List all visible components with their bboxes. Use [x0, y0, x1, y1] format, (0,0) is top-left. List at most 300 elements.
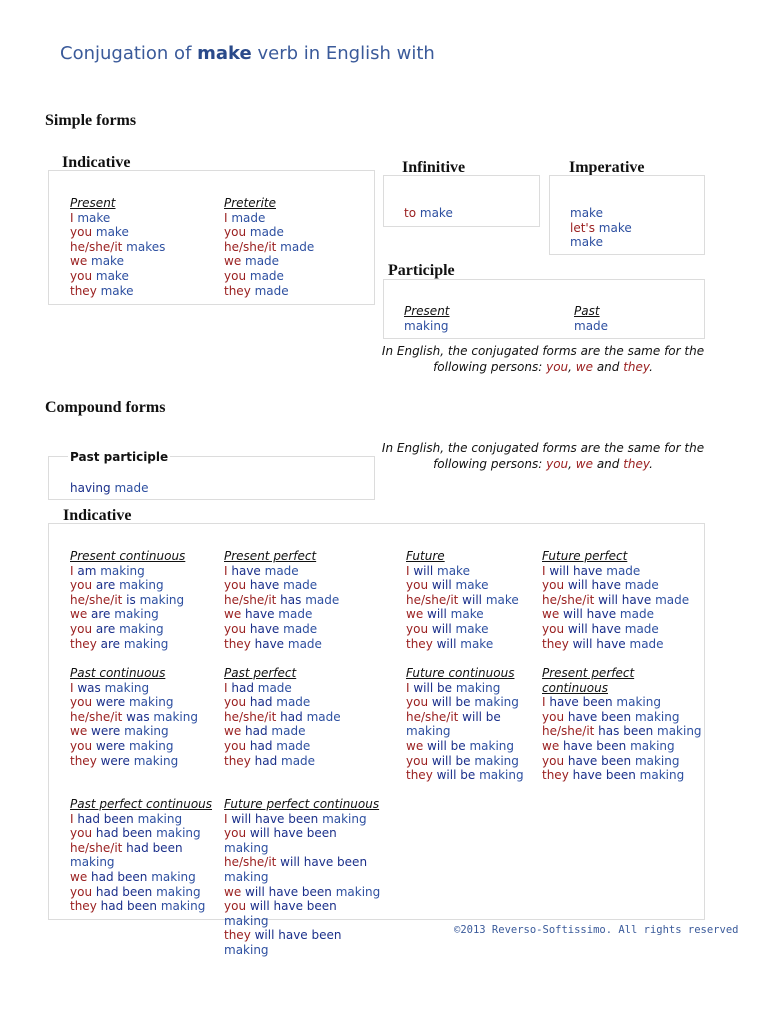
tense-name: Preterite: [224, 196, 276, 210]
pronoun: he/she/it: [70, 592, 127, 607]
past-participle-verb: made: [114, 481, 149, 495]
tense-name: Past continuous: [70, 666, 166, 680]
verb-form: made: [606, 563, 641, 578]
auxiliary: were: [100, 753, 134, 768]
compound-tense: [70, 797, 220, 914]
verb-form: making: [124, 724, 169, 739]
conjugation-line: [224, 710, 341, 725]
conjugation-line: [542, 739, 702, 754]
verb-form: make: [95, 268, 129, 283]
simple-tense: [70, 196, 165, 298]
pronoun: they: [70, 899, 101, 914]
auxiliary: are: [91, 607, 115, 622]
pronoun: you: [224, 268, 250, 283]
pronoun: I: [224, 563, 232, 578]
compound-tense: [542, 549, 689, 651]
simple-tense: [224, 196, 314, 298]
pronoun: he/she/it: [224, 855, 281, 870]
verb-form: made: [249, 225, 284, 240]
verb-form: made: [305, 592, 340, 607]
conjugation-line: [406, 593, 519, 608]
verb-form: made: [278, 607, 313, 622]
verb-form: made: [257, 680, 292, 695]
verb-form: making: [616, 695, 661, 710]
auxiliary: am: [77, 563, 101, 578]
auxiliary: will be: [427, 738, 470, 753]
auxiliary: have: [254, 636, 288, 651]
conjugation-line: [224, 593, 339, 608]
conjugation-line: [542, 768, 702, 783]
infinitive-verb: make: [419, 206, 453, 220]
verb-form: making: [100, 563, 145, 578]
pronoun: you: [224, 899, 250, 914]
verb-form: made: [271, 724, 306, 739]
conjugation-line: [70, 724, 198, 739]
auxiliary: had: [254, 753, 281, 768]
auxiliary: had been: [126, 840, 183, 855]
verb-form: making: [151, 869, 196, 884]
auxiliary: have been: [567, 709, 635, 724]
auxiliary: will have been: [254, 928, 342, 943]
verb-form: making: [224, 840, 269, 855]
conjugation-line: [224, 826, 384, 855]
pronoun: I: [406, 680, 414, 695]
note-text: In English, the conjugated forms are the same for the following persons:: [381, 344, 705, 374]
pronoun: we: [542, 607, 564, 622]
simple-forms-heading: Simple forms: [45, 112, 137, 129]
conjugation-line: [70, 593, 185, 608]
note-person: they: [623, 457, 650, 471]
verb-form: making: [139, 592, 185, 607]
pronoun: you: [542, 709, 568, 724]
verb-form: making: [224, 942, 269, 957]
note-text: In English, the conjugated forms are the same for the following persons:: [381, 441, 705, 471]
compound-tense: [224, 549, 339, 651]
pronoun: I: [224, 680, 232, 695]
verb-form: make: [450, 607, 484, 622]
conjugation-line: [70, 607, 185, 622]
conjugation-line: [70, 841, 220, 870]
pronoun: you: [542, 578, 568, 593]
conjugation-line: [224, 607, 339, 622]
auxiliary: have been: [572, 768, 640, 783]
conjugation-line: [70, 870, 220, 885]
tense-name: Present perfect continuous: [542, 666, 635, 695]
infinitive-value: [404, 206, 453, 221]
verb-form: making: [630, 738, 675, 753]
verb-form: make: [455, 578, 489, 593]
conjugation-line: [224, 225, 314, 240]
pronoun: you: [224, 826, 250, 841]
pronoun: they: [224, 928, 255, 943]
conjugation-line: [406, 607, 519, 622]
conjugation-line: [406, 695, 530, 710]
pronoun: you: [224, 225, 250, 240]
conjugation-line: [70, 637, 185, 652]
verb-form: make: [77, 210, 111, 225]
compound-tense: [70, 666, 198, 768]
auxiliary: will be: [436, 768, 480, 783]
conjugation-line: [224, 812, 384, 827]
conjugation-line: [224, 578, 339, 593]
compound-tense: [406, 666, 530, 783]
pronoun: they: [406, 636, 437, 651]
auxiliary: will: [431, 578, 456, 593]
verb-form: made: [283, 578, 318, 593]
pronoun: you: [70, 578, 96, 593]
auxiliary: will have: [598, 592, 656, 607]
imperative-line: [570, 235, 632, 250]
auxiliary: had been: [91, 869, 152, 884]
verb-form: made: [281, 753, 316, 768]
auxiliary: have: [249, 621, 284, 636]
past-participle-value: [70, 481, 148, 496]
verb-form: make: [570, 235, 603, 250]
verb-form: making: [657, 724, 702, 739]
conjugation-line: [406, 754, 530, 769]
conjugation-line: [70, 578, 185, 593]
conjugation-line: [406, 710, 530, 739]
imperative-line: [570, 221, 632, 236]
conjugation-line: [406, 739, 530, 754]
conjugation-line: [70, 622, 185, 637]
verb-form: making: [133, 753, 179, 768]
note-sep: and: [593, 457, 624, 471]
auxiliary: will have: [549, 563, 607, 578]
conjugation-line: [70, 269, 165, 284]
auxiliary: have: [245, 607, 279, 622]
conjugation-line: [70, 826, 220, 841]
conjugation-line: [224, 754, 341, 769]
verb-form: made: [264, 563, 299, 578]
verb-form: make: [100, 283, 134, 298]
pronoun: he/she/it: [224, 239, 281, 254]
infinitive-particle: to: [404, 206, 420, 220]
verb-form: made: [619, 607, 654, 622]
note-sep: ,: [568, 360, 576, 374]
pronoun: I: [224, 811, 232, 826]
pronoun: you: [406, 621, 432, 636]
past-participle-heading: Past participle: [70, 450, 169, 464]
participle-present: [404, 304, 450, 333]
infinitive-heading: Infinitive: [402, 159, 466, 176]
auxiliary: was: [77, 680, 105, 695]
pronoun: I: [542, 695, 550, 710]
conjugation-line: [406, 768, 530, 783]
conjugation-line: [542, 622, 689, 637]
auxiliary: had: [231, 680, 258, 695]
verb-form: made: [629, 636, 664, 651]
past-participle-aux: having: [70, 481, 115, 495]
auxiliary: will have been: [245, 884, 336, 899]
pronoun: you: [406, 695, 432, 710]
compound-tense: [224, 666, 341, 768]
pronoun: you: [70, 621, 96, 636]
pronoun: they: [224, 283, 255, 298]
auxiliary: were: [95, 738, 129, 753]
tense-name: Past perfect continuous: [70, 797, 213, 811]
verb-form: make: [455, 621, 489, 636]
auxiliary: were: [91, 724, 125, 739]
pronoun: we: [542, 738, 564, 753]
verb-form: making: [119, 578, 164, 593]
verb-form: make: [460, 636, 494, 651]
participle-present-value: making: [404, 318, 449, 333]
verb-form: making: [322, 811, 367, 826]
verb-form: made: [276, 695, 311, 710]
verb-form: made: [624, 578, 659, 593]
conjugation-line: [70, 710, 198, 725]
verb-form: making: [104, 680, 150, 695]
compound-forms-heading: Compound forms: [45, 399, 166, 416]
conjugation-line: [70, 284, 165, 299]
simple-indicative-heading: Indicative: [62, 154, 131, 171]
auxiliary: will: [431, 621, 456, 636]
pronoun: you: [70, 884, 96, 899]
verb-form: making: [160, 899, 206, 914]
conjugation-line: [542, 695, 702, 710]
compound-tense: [70, 549, 185, 651]
note-person: we: [575, 360, 593, 374]
auxiliary: will have been: [249, 899, 337, 914]
imperative-lines: [570, 206, 632, 250]
imperative-line: [570, 206, 632, 221]
compound-tense: [406, 549, 519, 651]
pronoun: they: [406, 768, 437, 783]
pronoun: you: [542, 753, 568, 768]
compound-tense: [542, 666, 702, 783]
pronoun: you: [224, 695, 250, 710]
auxiliary: is: [126, 592, 140, 607]
pronoun: you: [224, 621, 250, 636]
verb-form: making: [224, 869, 269, 884]
verb-form: making: [406, 724, 451, 739]
pronoun: he/she/it: [542, 724, 599, 739]
pronoun: you: [542, 621, 568, 636]
conjugation-line: [224, 269, 314, 284]
conjugation-line: [224, 681, 341, 696]
auxiliary: had: [249, 738, 277, 753]
auxiliary: are: [95, 578, 120, 593]
conjugation-line: [406, 681, 530, 696]
verb-form: making: [114, 607, 159, 622]
auxiliary: had been: [100, 899, 161, 914]
pronoun: we: [224, 254, 246, 269]
conjugation-line: [70, 812, 220, 827]
pronoun: you: [70, 695, 96, 710]
pronoun: I: [70, 563, 78, 578]
pronoun: let's: [570, 220, 599, 235]
conjugation-line: [70, 885, 220, 900]
pronoun: he/she/it: [406, 709, 463, 724]
conjugation-line: [70, 899, 220, 914]
verb-form: making: [455, 680, 501, 695]
auxiliary: have: [249, 578, 284, 593]
conjugation-line: [224, 885, 384, 900]
conjugation-line: [224, 254, 314, 269]
verb-form: making: [119, 621, 164, 636]
note-sep: and: [593, 360, 624, 374]
verb-form: making: [70, 855, 115, 870]
verb-form: made: [655, 592, 690, 607]
conjugation-line: [70, 254, 165, 269]
conjugation-line: [542, 754, 702, 769]
verb-form: making: [128, 738, 174, 753]
auxiliary: have been: [549, 695, 617, 710]
note-sep: ,: [568, 457, 576, 471]
pronoun: you: [406, 578, 432, 593]
pronoun: we: [224, 724, 246, 739]
participle-heading: Participle: [388, 262, 455, 279]
note-end: .: [649, 360, 653, 374]
auxiliary: had been: [95, 826, 157, 841]
pronoun: we: [224, 884, 246, 899]
auxiliary: will have been: [280, 855, 368, 870]
verb-form: made: [283, 621, 318, 636]
conjugation-line: [224, 211, 314, 226]
verb-form: making: [479, 768, 524, 783]
auxiliary: will have been: [249, 826, 337, 841]
participle-past-label: Past: [574, 304, 600, 318]
pronoun: he/she/it: [224, 592, 281, 607]
pronoun: I: [542, 563, 550, 578]
verb-form: makes: [126, 239, 166, 254]
note-person: they: [623, 360, 650, 374]
conjugation-line: [70, 681, 198, 696]
note-person: we: [575, 457, 593, 471]
verb-form: making: [153, 709, 198, 724]
tense-name: Present continuous: [70, 549, 186, 563]
pronoun: they: [542, 636, 573, 651]
verb-form: made: [276, 738, 311, 753]
verb-form: made: [249, 268, 284, 283]
conjugation-line: [542, 564, 689, 579]
verb-form: make: [598, 220, 632, 235]
pronoun: we: [70, 607, 92, 622]
verb-form: make: [91, 254, 124, 269]
participle-present-label: Present: [404, 304, 450, 318]
pronoun: they: [70, 636, 101, 651]
note-end: .: [649, 457, 653, 471]
pronoun: you: [70, 268, 96, 283]
conjugation-line: [224, 564, 339, 579]
pronoun: you: [224, 578, 250, 593]
auxiliary: will be: [431, 753, 475, 768]
participle-past: [574, 304, 608, 333]
auxiliary: had been: [77, 811, 138, 826]
pronoun: he/she/it: [224, 709, 281, 724]
conjugation-line: [406, 622, 519, 637]
verb-form: made: [287, 636, 322, 651]
auxiliary: are: [95, 621, 120, 636]
pronoun: they: [70, 753, 101, 768]
auxiliary: will: [427, 607, 451, 622]
auxiliary: will have: [567, 578, 625, 593]
conjugation-line: [224, 899, 384, 928]
auxiliary: will have: [563, 607, 620, 622]
copyright-footer: ©2013 Reverso-Softissimo. All rights reserved: [454, 924, 739, 936]
verb-form: making: [469, 738, 515, 753]
pronoun: you: [70, 738, 96, 753]
tense-name: Future perfect continuous: [224, 797, 380, 811]
pronoun: we: [406, 607, 428, 622]
verb-form: making: [137, 811, 183, 826]
auxiliary: have been: [567, 753, 635, 768]
conjugation-line: [542, 637, 689, 652]
imperative-heading: Imperative: [569, 159, 645, 176]
auxiliary: will: [413, 563, 437, 578]
verb-form: making: [156, 826, 201, 841]
compound-note: [380, 440, 706, 472]
auxiliary: will: [462, 592, 486, 607]
conjugation-line: [542, 710, 702, 725]
conjugation-line: [406, 564, 519, 579]
verb-form: making: [474, 695, 519, 710]
verb-form: made: [245, 254, 280, 269]
verb-form: make: [437, 563, 470, 578]
pronoun: you: [224, 738, 250, 753]
pronoun: he/she/it: [542, 592, 599, 607]
conjugation-line: [70, 564, 185, 579]
verb-form: made: [231, 210, 266, 225]
conjugation-line: [224, 739, 341, 754]
tense-name: Future: [406, 549, 445, 563]
pronoun: we: [406, 738, 428, 753]
auxiliary: will have: [572, 636, 630, 651]
verb-form: made: [254, 283, 289, 298]
conjugation-line: [406, 578, 519, 593]
conjugation-line: [70, 240, 165, 255]
note-person: you: [546, 360, 569, 374]
conjugation-line: [542, 578, 689, 593]
pronoun: he/she/it: [70, 239, 127, 254]
tense-name: Future continuous: [406, 666, 515, 680]
conjugation-line: [542, 607, 689, 622]
pronoun: they: [224, 753, 255, 768]
auxiliary: was: [126, 709, 154, 724]
verb-form: making: [128, 695, 174, 710]
auxiliary: will be: [431, 695, 475, 710]
auxiliary: had: [280, 709, 307, 724]
verb-form: made: [624, 621, 659, 636]
auxiliary: will have: [567, 621, 625, 636]
title-verb: make: [197, 43, 252, 64]
participle-past-value: made: [574, 318, 609, 333]
auxiliary: are: [100, 636, 124, 651]
conjugation-line: [406, 637, 519, 652]
auxiliary: will be: [462, 709, 501, 724]
conjugation-line: [224, 928, 384, 957]
conjugation-line: [224, 637, 339, 652]
verb-form: make: [570, 206, 603, 220]
tense-name: Present: [70, 196, 116, 210]
verb-form: making: [335, 884, 381, 899]
pronoun: we: [70, 869, 92, 884]
auxiliary: have: [231, 563, 265, 578]
compound-indicative-heading: Indicative: [63, 507, 132, 524]
conjugation-line: [224, 695, 341, 710]
pronoun: I: [70, 210, 78, 225]
conjugation-line: [70, 739, 198, 754]
verb-form: make: [95, 225, 129, 240]
auxiliary: will be: [413, 680, 456, 695]
auxiliary: has been: [598, 724, 657, 739]
pronoun: I: [70, 680, 78, 695]
auxiliary: had: [245, 724, 272, 739]
pronoun: you: [70, 826, 96, 841]
conjugation-line: [224, 284, 314, 299]
conjugation-line: [70, 754, 198, 769]
